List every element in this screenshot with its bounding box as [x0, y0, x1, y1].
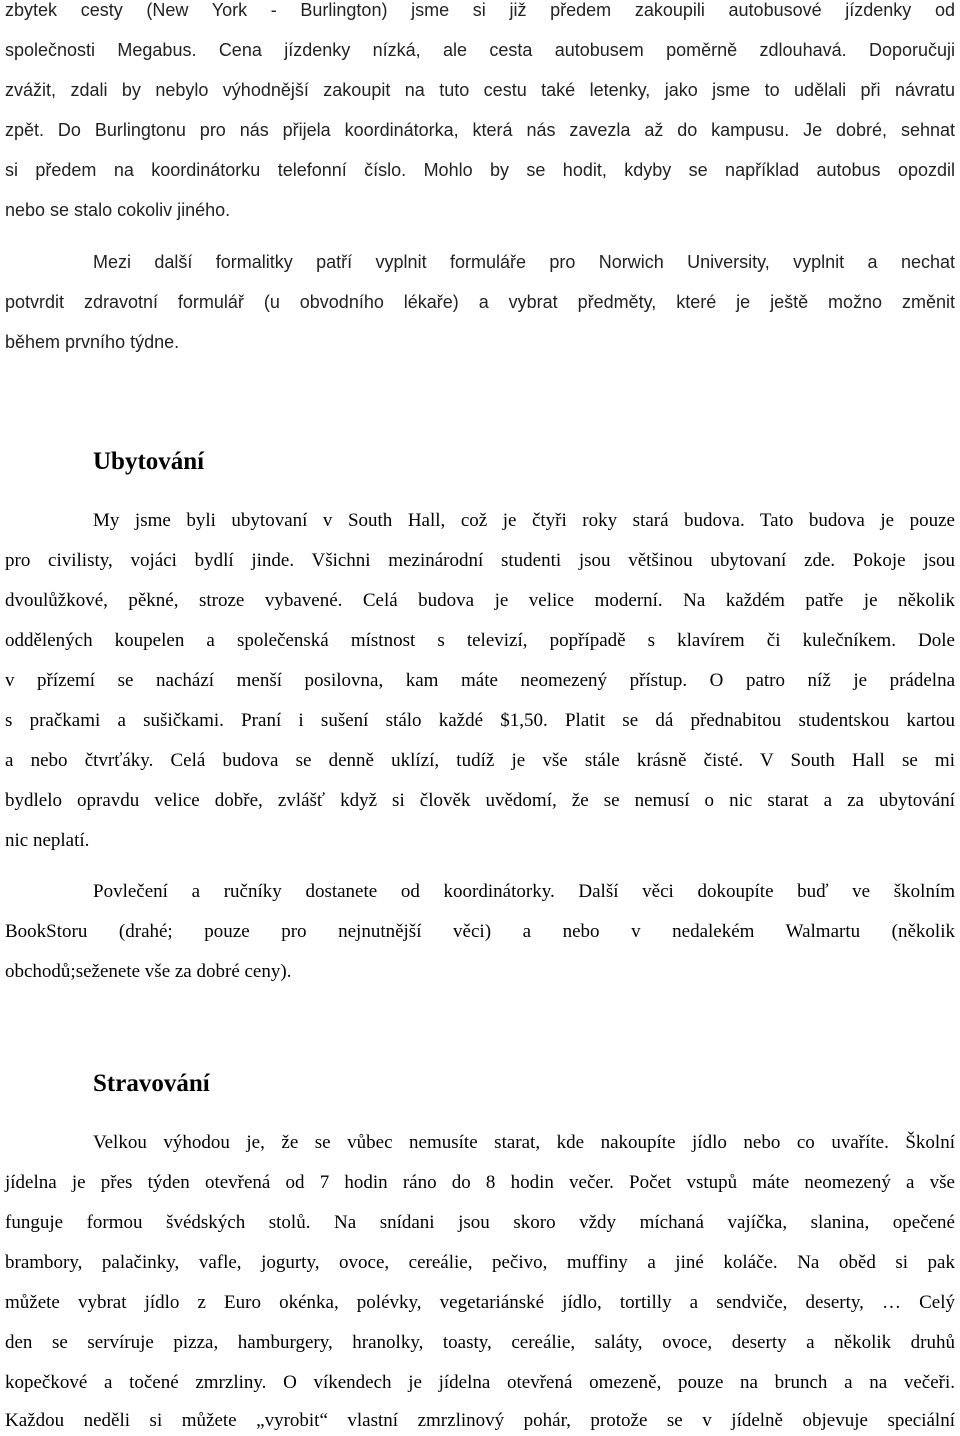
paragraph-line: s pračkami a sušičkami. Praní i sušení stálo každé $1,50. Platit se dá přednabitou studentskou kartou: [5, 710, 955, 731]
paragraph-line: brambory, palačinky, vafle, jogurty, ovoce, cereálie, pečivo, muffiny a jiné koláče. Na oběd si pak: [5, 1252, 955, 1273]
paragraph-line: můžete vybrat jídlo z Euro okénka, polévky, vegetariánské jídlo, tortilly a sendviče, deserty, … Celý: [5, 1292, 955, 1313]
paragraph-line: My jsme byli ubytovaní v South Hall, což je čtyři roky stará budova. Tato budova je pouze: [93, 510, 955, 531]
paragraph-line: funguje formou švédských stolů. Na snídani jsou skoro vždy míchaná vajíčka, slanina, opečené: [5, 1212, 955, 1233]
paragraph-line: nebo se stalo cokoliv jiného.: [5, 200, 231, 220]
paragraph-line: pro civilisty, vojáci bydlí jinde. Všichni mezinárodní studenti jsou většinou ubytovaní zde. Pokoje jsou: [5, 550, 955, 571]
paragraph-line: společnosti Megabus. Cena jízdenky nízká, ale cesta autobusem poměrně zdlouhavá. Doporučuji: [5, 40, 955, 60]
paragraph-line: potvrdit zdravotní formulář (u obvodního lékaře) a vybrat předměty, které je ještě možno změnit: [5, 292, 955, 312]
paragraph-line: kopečkové a točené zmrzliny. O víkendech je jídelna otevřená omezeně, pouze na brunch a na večeři.: [5, 1372, 955, 1393]
paragraph-line: bydlelo opravdu velice dobře, zvlášť když si člověk uvědomí, že se nemusí o nic starat a za ubytování: [5, 790, 955, 811]
paragraph-line: obchodů;seženete vše za dobré ceny).: [5, 961, 292, 982]
paragraph-line: zvážit, zdali by nebylo výhodnější zakoupit na tuto cestu také letenky, jako jsme to udělali při návratu: [5, 80, 955, 100]
paragraph-line: nic neplatí.: [5, 830, 90, 851]
paragraph-line: dvoulůžkové, pěkné, stroze vybavené. Celá budova je velice moderní. Na každém patře je několik: [5, 590, 955, 611]
paragraph-line: zpět. Do Burlingtonu pro nás přijela koordinátorka, která nás zavezla až do kampusu. Je dobré, sehnat: [5, 120, 955, 140]
paragraph-line: v přízemí se nachází menší posilovna, kam máte neomezený přístup. O patro níž je prádelna: [5, 670, 955, 691]
paragraph-line: jídelna je přes týden otevřená od 7 hodin ráno do 8 hodin večer. Počet vstupů máte neomezený a vše: [5, 1172, 955, 1193]
paragraph-line: Mezi další formalitky patří vyplnit formuláře pro Norwich University, vyplnit a nechat: [93, 252, 955, 272]
paragraph-line: Každou neděli si můžete „vyrobit“ vlastní zmrzlinový pohár, protože se v jídelně objevuje speciální: [5, 1410, 955, 1431]
paragraph-line: BookStoru (drahé; pouze pro nejnutnější věci) a nebo v nedalekém Walmartu (několik: [5, 921, 955, 942]
paragraph-line: zbytek cesty (New York - Burlington) jsme si již předem zakoupili autobusové jízdenky od: [5, 0, 955, 20]
section-heading-dining: Stravování: [93, 1070, 210, 1097]
paragraph-line: Velkou výhodou je, že se vůbec nemusíte starat, kde nakoupíte jídlo nebo co uvaříte. Školní: [93, 1132, 955, 1153]
paragraph-line: den se servíruje pizza, hamburgery, hranolky, toasty, cereálie, saláty, ovoce, deserty a několik druhů: [5, 1332, 955, 1353]
section-heading-accommodation: Ubytování: [93, 448, 205, 475]
paragraph-line: Povlečení a ručníky dostanete od koordinátorky. Další věci dokoupíte buď ve školním: [93, 881, 955, 902]
paragraph-line: a nebo čtvrťáky. Celá budova se denně uklízí, tudíž je vše stále krásně čisté. V South Hall se mi: [5, 750, 955, 771]
paragraph-line: si předem na koordinátorku telefonní číslo. Mohlo by se hodit, kdyby se například autobus opozdil: [5, 160, 955, 180]
paragraph-line: oddělených koupelen a společenská místnost s televizí, popřípadě s klavírem či kulečníkem. Dole: [5, 630, 955, 651]
paragraph-line: během prvního týdne.: [5, 332, 180, 352]
